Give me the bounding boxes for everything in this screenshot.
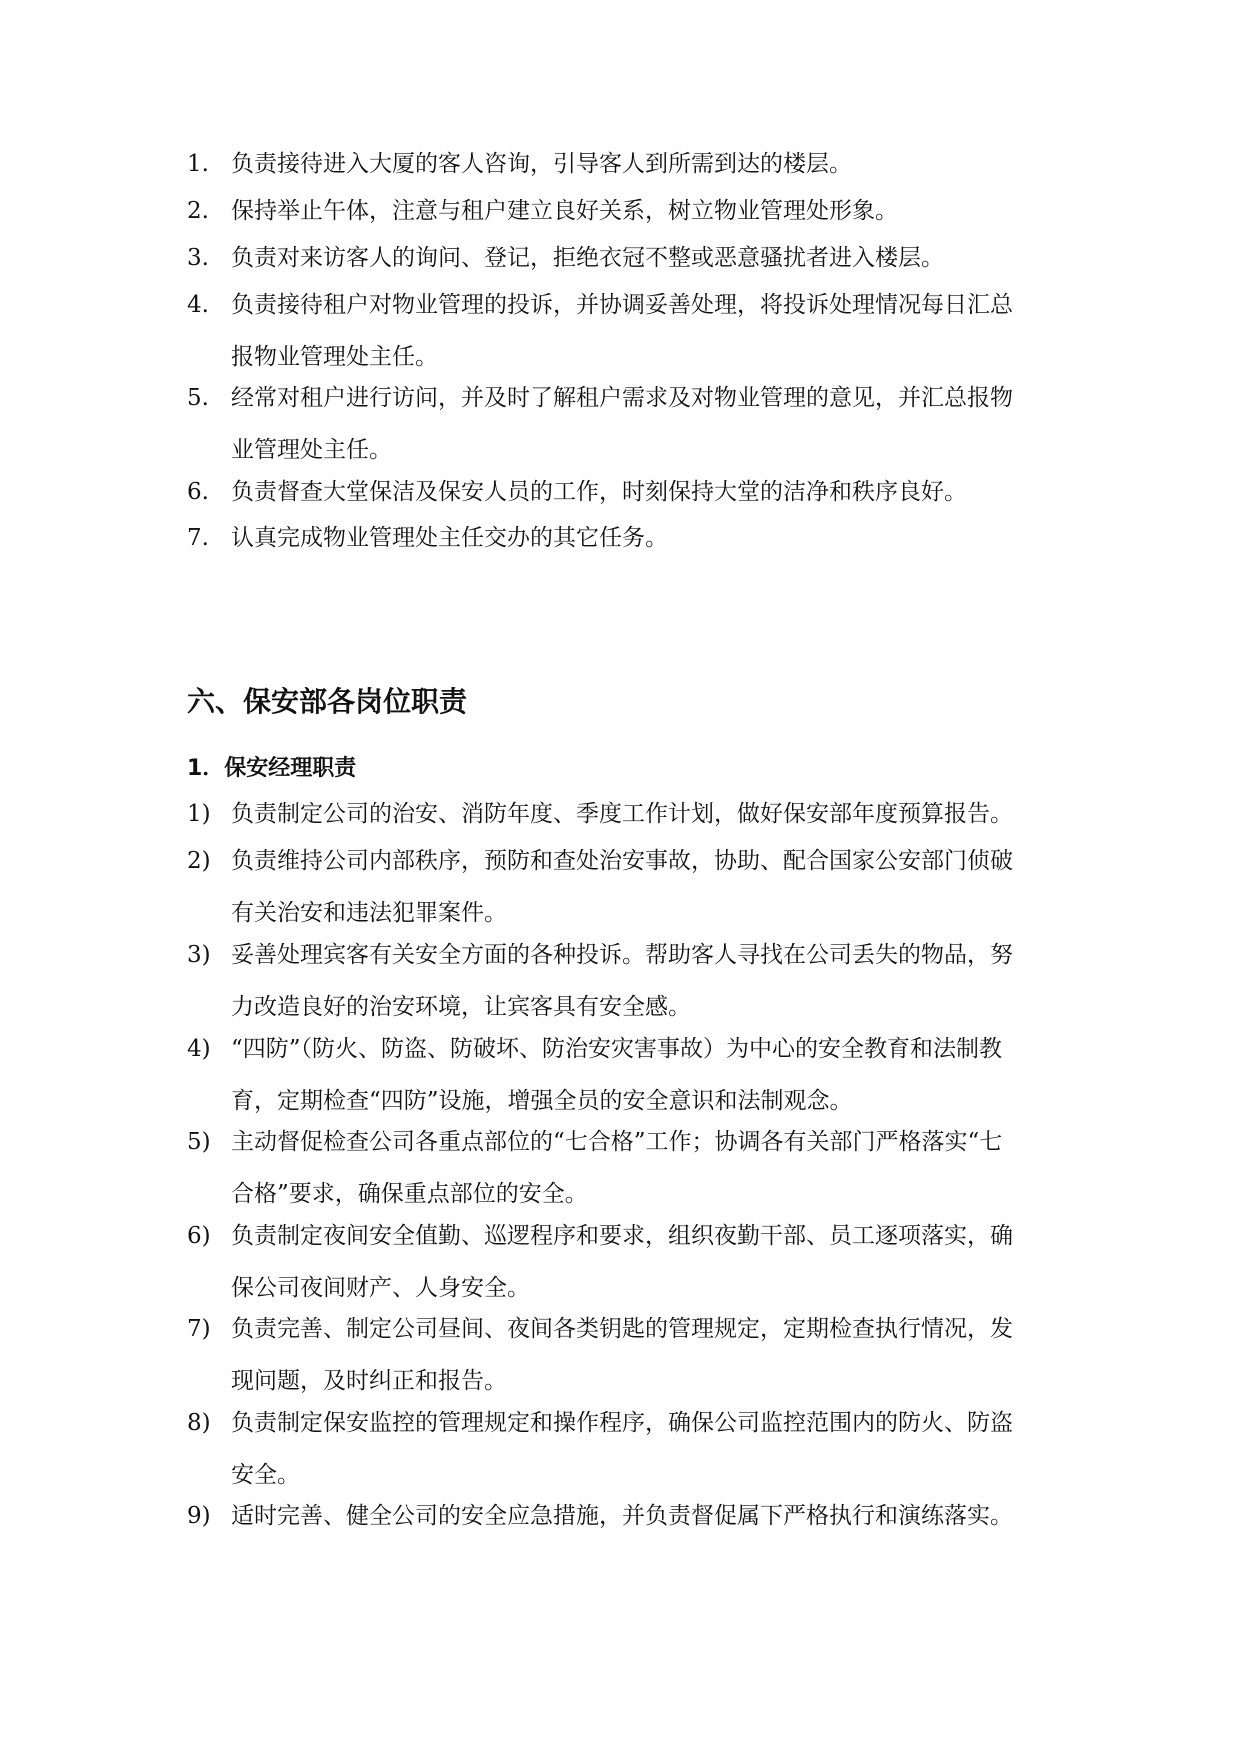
list-item-text: 负责督查大堂保洁及保安人员的工作，时刻保持大堂的洁净和秩序良好。: [231, 479, 967, 505]
list-item-number: 8): [187, 1410, 211, 1436]
list-item-number: 7.: [187, 525, 209, 551]
list-item-text-continuation: 现问题，及时纠正和报告。: [231, 1368, 507, 1394]
list-item-text-continuation: 报物业管理处主任。: [231, 344, 438, 370]
list-item-text-continuation: 有关治安和违法犯罪案件。: [231, 900, 507, 926]
subsection-heading: 1．保安经理职责: [187, 756, 357, 781]
list-item-number: 1.: [187, 151, 209, 177]
list-item-text: 负责维持公司内部秩序，预防和查处治安事故，协助、配合国家公安部门侦破: [231, 848, 1013, 874]
list-item-number: 6.: [187, 479, 209, 505]
list-item-text: 负责完善、制定公司昼间、夜间各类钥匙的管理规定，定期检查执行情况，发: [231, 1316, 1013, 1342]
list-item-text: 保持举止午体，注意与租户建立良好关系，树立物业管理处形象。: [231, 198, 898, 224]
list-item-number: 4.: [187, 292, 209, 318]
list-item-number: 7): [187, 1316, 211, 1342]
list-item-number: 5.: [187, 385, 209, 411]
list-item-number: 2.: [187, 198, 209, 224]
list-item-text: 主动督促检查公司各重点部位的“七合格”工作；协调各有关部门严格落实“七: [231, 1129, 1003, 1155]
list-item-text-continuation: 业管理处主任。: [231, 437, 392, 463]
list-item-text: 负责制定保安监控的管理规定和操作程序，确保公司监控范围内的防火、防盗: [231, 1410, 1013, 1436]
list-item-text-continuation: 合格”要求，确保重点部位的安全。: [231, 1181, 588, 1207]
list-item-text: 经常对租户进行访问，并及时了解租户需求及对物业管理的意见，并汇总报物: [231, 385, 1013, 411]
list-item-number: 6): [187, 1223, 211, 1249]
list-item-text: 负责接待租户对物业管理的投诉，并协调妥善处理，将投诉处理情况每日汇总: [231, 292, 1013, 318]
list-item-text: 负责制定公司的治安、消防年度、季度工作计划，做好保安部年度预算报告。: [231, 801, 1013, 827]
list-item-number: 9): [187, 1503, 211, 1529]
list-item-number: 1): [187, 801, 211, 827]
list-item-text: 认真完成物业管理处主任交办的其它任务。: [231, 525, 668, 551]
list-item-text-continuation: 保公司夜间财产、人身安全。: [231, 1275, 530, 1301]
section-heading: 六、保安部各岗位职责: [187, 685, 468, 718]
list-item-number: 3.: [187, 245, 209, 271]
list-item-text: 负责制定夜间安全值勤、巡逻程序和要求，组织夜勤干部、员工逐项落实，确: [231, 1223, 1013, 1249]
list-item-text-continuation: 安全。: [231, 1462, 300, 1488]
list-item-text: “四防”（防火、防盗、防破坏、防治安灾害事故）为中心的安全教育和法制教: [231, 1036, 1003, 1062]
list-item-text-continuation: 力改造良好的治安环境，让宾客具有安全感。: [231, 994, 691, 1020]
list-item-text: 适时完善、健全公司的安全应急措施，并负责督促属下严格执行和演练落实。: [231, 1503, 1013, 1529]
list-item-text-continuation: 育，定期检查“四防”设施，增强全员的安全意识和法制观念。: [231, 1088, 853, 1114]
list-item-number: 2): [187, 848, 211, 874]
list-item-number: 4): [187, 1036, 211, 1062]
list-item-number: 5): [187, 1129, 211, 1155]
list-item-text: 负责接待进入大厦的客人咨询，引导客人到所需到达的楼层。: [231, 151, 852, 177]
list-item-text: 负责对来访客人的询问、登记，拒绝衣冠不整或恶意骚扰者进入楼层。: [231, 245, 944, 271]
list-item-text: 妥善处理宾客有关安全方面的各种投诉。帮助客人寻找在公司丢失的物品，努: [231, 942, 1013, 968]
list-item-number: 3): [187, 942, 211, 968]
